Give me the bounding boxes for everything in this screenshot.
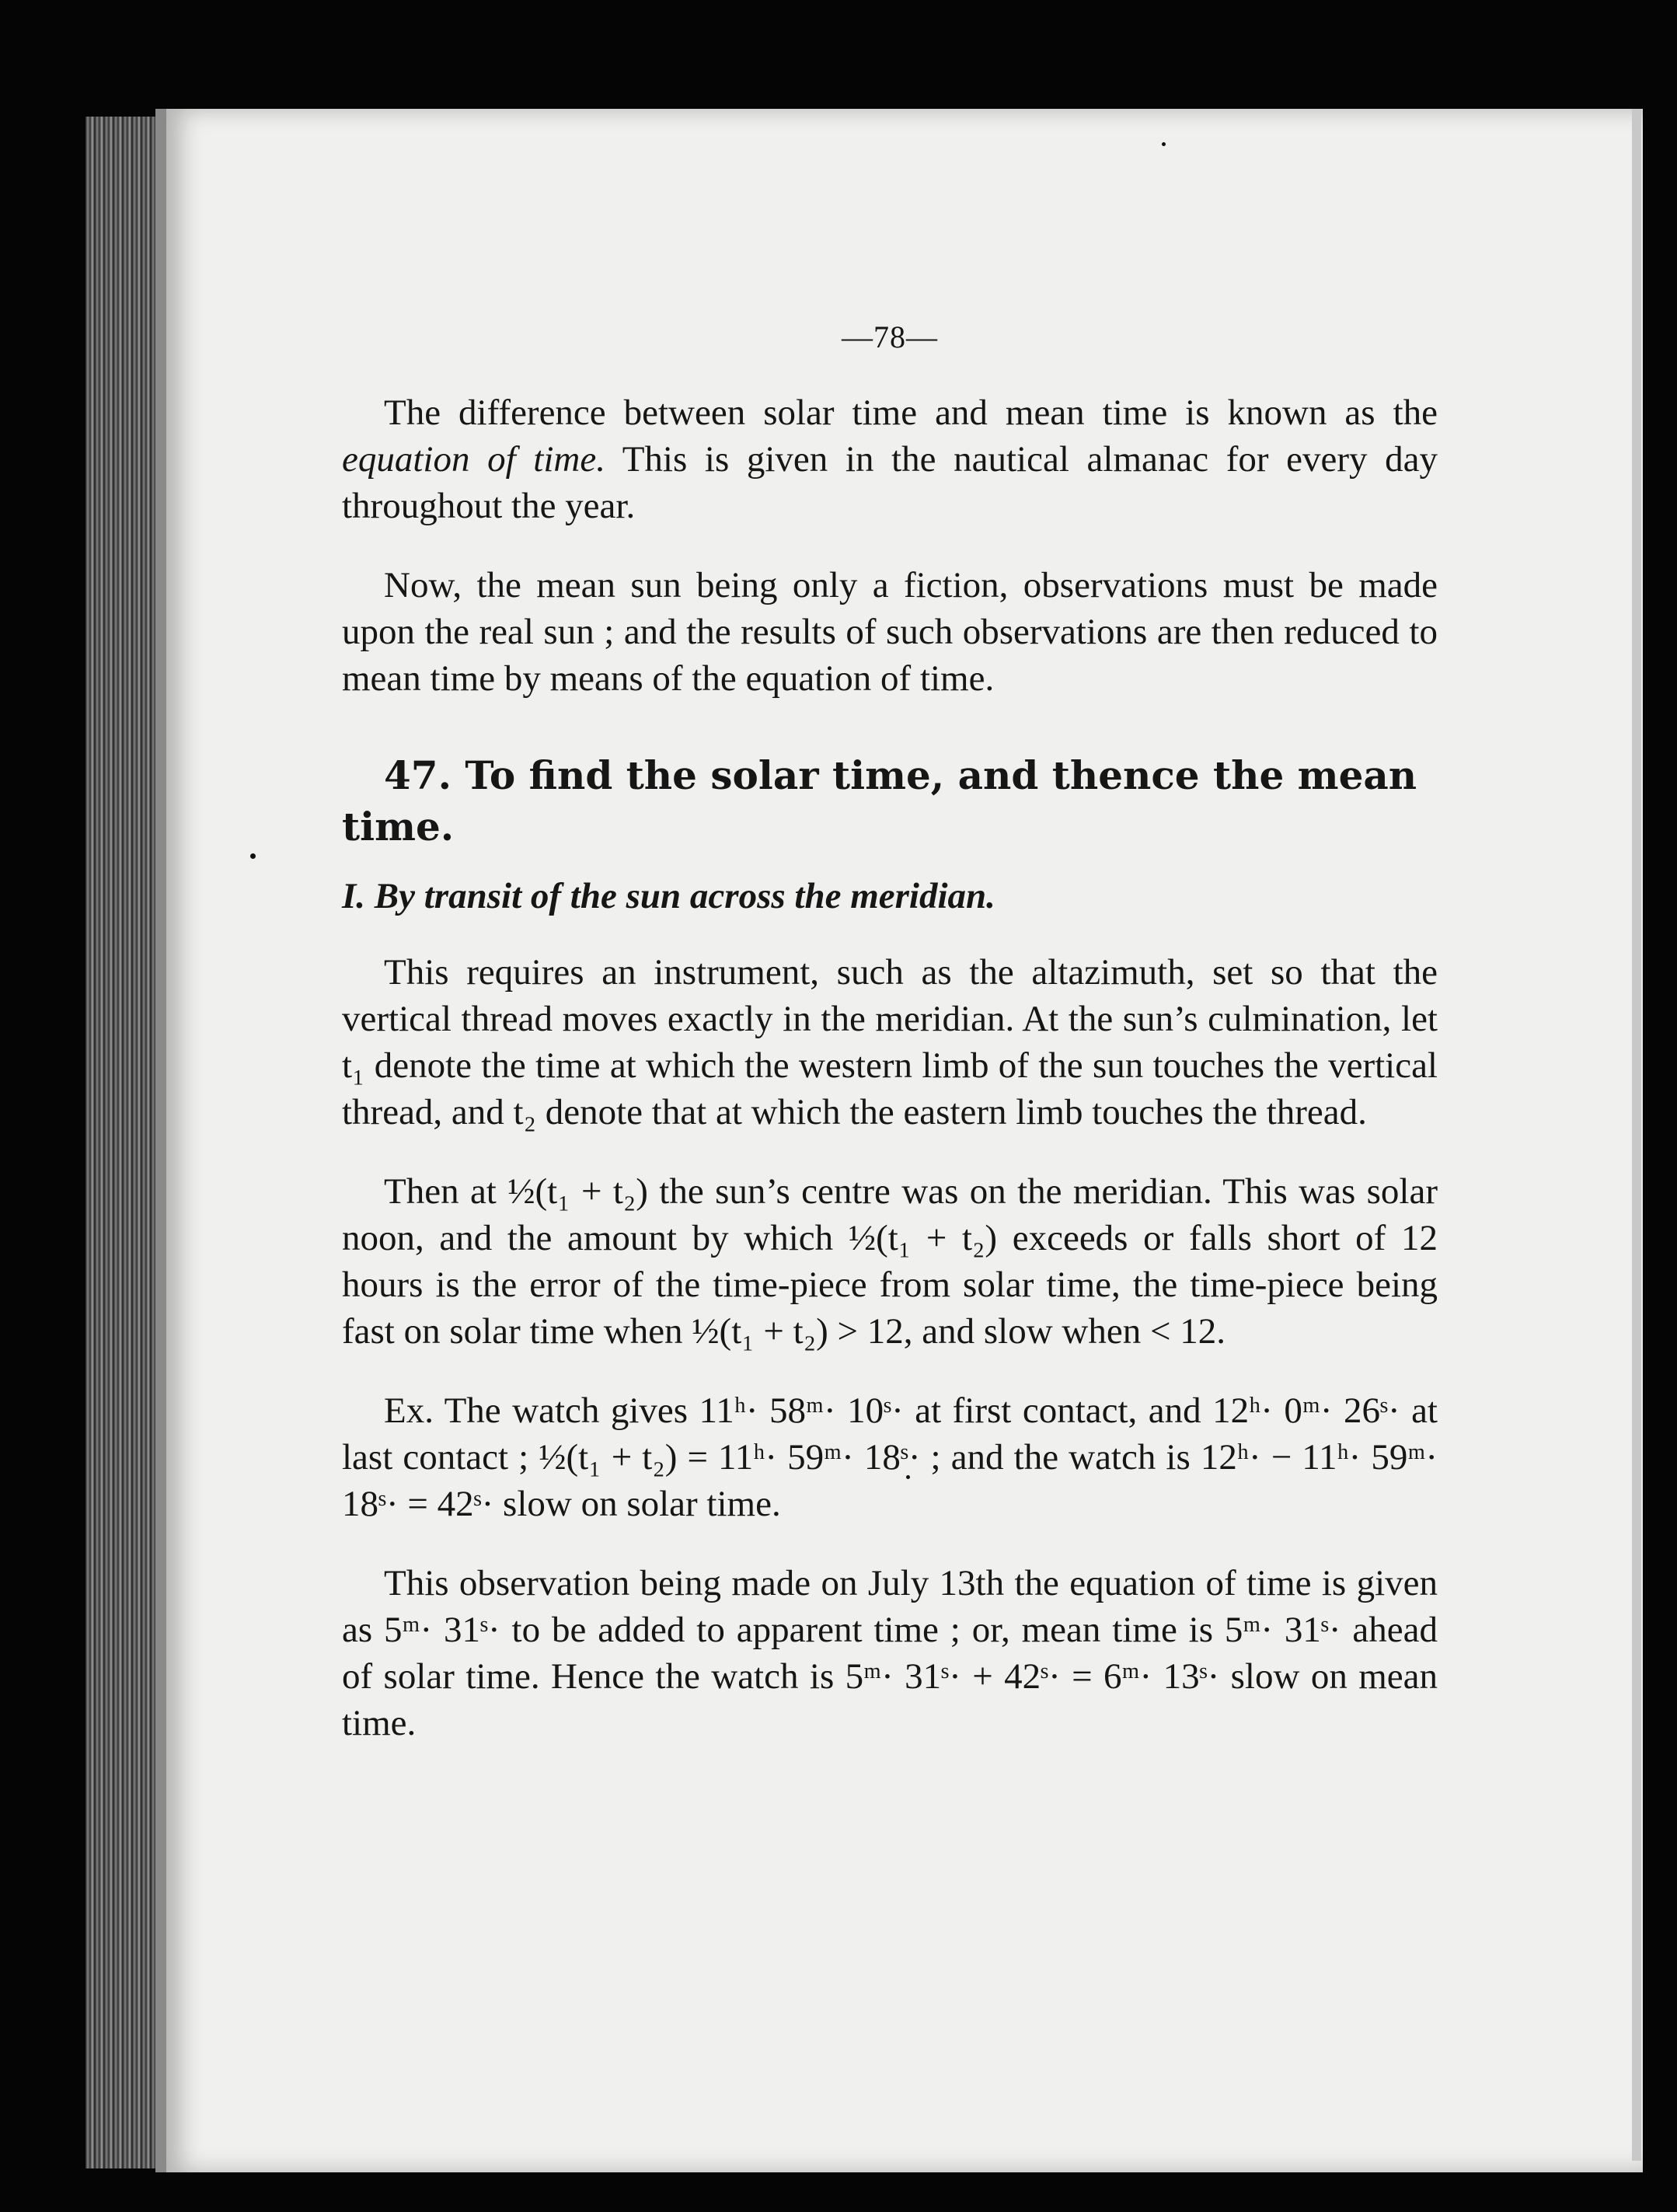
subsection-heading: I. By transit of the sun across the meridian. xyxy=(342,876,995,916)
section-heading: 47. To find the solar time, and thence the mean time. xyxy=(342,752,1417,850)
p1-italic-term: equation of time. xyxy=(342,439,605,480)
page-number: —78— xyxy=(842,319,938,354)
paragraph-mean-sun: Now, the mean sun being only a fiction, observations must be made upon the real sun ; and the results of such observations are then reduced to mean time by means of the equation of time. xyxy=(342,565,1438,699)
p1-after: This is given in the nautical almanac for every day throughout the year. xyxy=(342,439,1438,526)
dust-speck xyxy=(250,853,256,859)
page-content xyxy=(342,319,1438,1779)
paragraph-equation-of-time xyxy=(342,389,1438,529)
paragraph-instrument: This requires an instrument, such as the altazimuth, set so that the vertical thread moves exactly in the meridian. At the sun’s culmination, let t₁ denote the time at which the western limb of the sun touches the vertical thread, and t₂ denote that at which the eastern limb touches the thread. xyxy=(342,952,1438,1132)
paragraph-solar-noon: Then at ½(t₁ + t₂) the sun’s centre was on the meridian. This was solar noon, and the amount by which ½(t₁ + t₂) exceeds or falls short of 12 hours is the error of the time-piece from solar time, the time-piece being fast on solar time when ½(t₁ + t₂) > 12, and slow when < 12. xyxy=(342,1171,1438,1352)
p1-before: The difference between solar time and mean time is known as the xyxy=(384,393,1438,433)
page-edge xyxy=(1632,109,1641,2161)
paragraph-july-observation: This observation being made on July 13th the equation of time is given as 5ᵐ· 31ˢ· to be added to apparent time ; or, mean time is 5ᵐ· 31ˢ· ahead of solar time. Hence the watch is 5ᵐ· 31ˢ· + 42ˢ· = 6ᵐ· 13ˢ· slow on mean time. xyxy=(342,1563,1438,1743)
dust-speck xyxy=(1162,142,1166,146)
book-gutter xyxy=(85,117,163,2168)
paragraph-example: Ex. The watch gives 11ʰ· 58ᵐ· 10ˢ· at first contact, and 12ʰ· 0ᵐ· 26ˢ· at last contact ; ½(t₁ + t₂) = 11ʰ· 59ᵐ· 18ˢ· ; and the watch is 12ʰ· − 11ʰ· 59ᵐ· 18ˢ· = 42ˢ· slow on solar time. xyxy=(342,1390,1438,1524)
